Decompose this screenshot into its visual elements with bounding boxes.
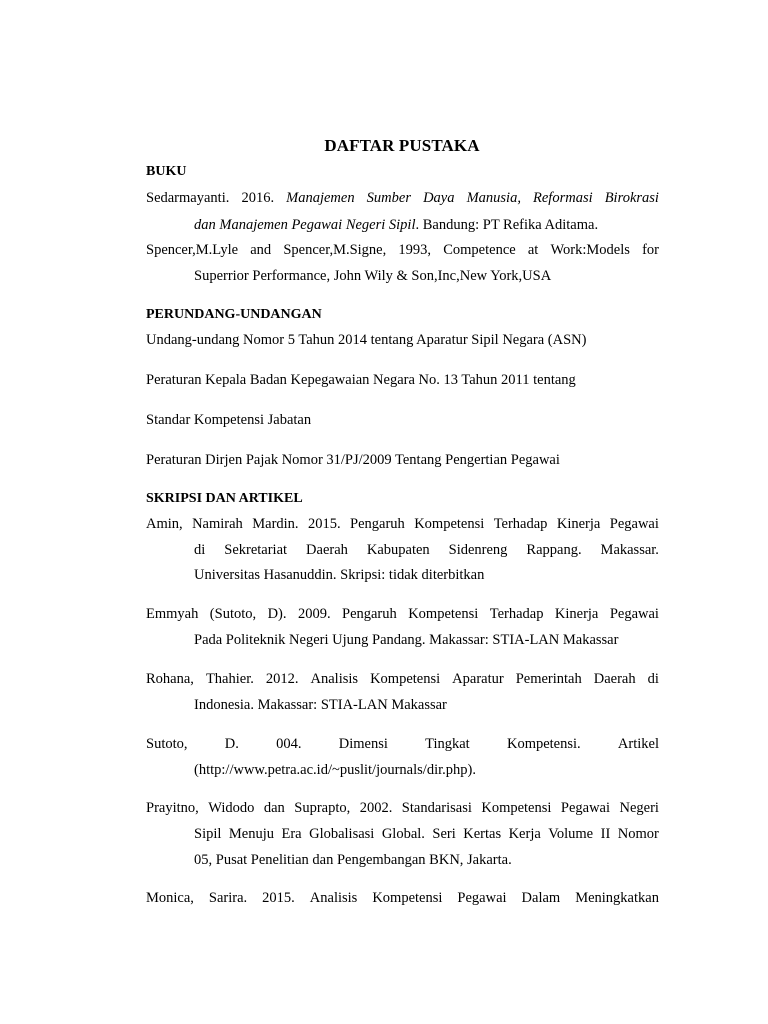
- word: Manusia,: [466, 190, 521, 206]
- word: Sarira.: [208, 890, 248, 906]
- word: Volume: [548, 826, 594, 842]
- word: at: [527, 242, 539, 258]
- word: Mardin.: [252, 516, 299, 532]
- word: Work:Models: [550, 242, 630, 258]
- ref-rohana-line2: Indonesia. Makassar: STIA-LAN Makassar: [194, 697, 447, 713]
- ref-amin-line1: [146, 516, 659, 533]
- word: Tingkat: [425, 736, 470, 752]
- word: Daya: [423, 190, 455, 206]
- ref-prayitno-line1: [146, 800, 659, 817]
- word: Analisis: [310, 671, 359, 687]
- word: Sekretariat: [224, 542, 288, 558]
- word: Pegawai: [609, 516, 659, 532]
- ref-sutoto-line2: (http://www.petra.ac.id/~puslit/journals/dir.php).: [194, 762, 476, 778]
- word: Meningkatkan: [575, 890, 659, 906]
- word: Terhadap: [489, 606, 544, 622]
- word: D.: [224, 736, 239, 752]
- law-item-3: Standar Kompetensi Jabatan: [146, 412, 312, 428]
- word: Standarisasi: [401, 800, 472, 816]
- word: Sipil: [194, 826, 222, 842]
- word: Artikel: [617, 736, 659, 752]
- law-item-2: Peraturan Kepala Badan Kepegawaian Negara No. 13 Tahun 2011 tentang: [146, 372, 576, 388]
- ref-spencer-line2: Superrior Performance, John Wily & Son,Inc,New York,USA: [194, 268, 552, 284]
- ref-prayitno-line2: [194, 826, 659, 843]
- word: Pegawai: [609, 606, 659, 622]
- word: Daerah: [593, 671, 636, 687]
- word: Sumber: [366, 190, 411, 206]
- word: Amin,: [146, 516, 183, 532]
- word: Spencer,M.Lyle: [146, 242, 239, 258]
- word: Kompetensi.: [506, 736, 581, 752]
- word: Prayitno,: [146, 800, 199, 816]
- ref-sutoto-line1: [146, 736, 659, 753]
- word: Global.: [381, 826, 425, 842]
- word: Globalisasi: [309, 826, 375, 842]
- word: Pemerintah: [515, 671, 582, 687]
- word: Dalam: [521, 890, 561, 906]
- word: Spencer,M.Signe,: [283, 242, 387, 258]
- ref-monica-line1: [146, 890, 659, 907]
- law-item-1: Undang-undang Nomor 5 Tahun 2014 tentang Aparatur Sipil Negara (ASN): [146, 332, 587, 348]
- word: 2016.: [241, 190, 275, 206]
- word: Birokrasi: [604, 190, 659, 206]
- law-item-4: Peraturan Dirjen Pajak Nomor 31/PJ/2009 Tentang Pengertian Pegawai: [146, 452, 560, 468]
- section-heading-skripsi: SKRIPSI DAN ARTIKEL: [146, 491, 303, 506]
- word: Kompetensi: [481, 800, 552, 816]
- word: Monica,: [146, 890, 194, 906]
- ref-emmyah-line2: Pada Politeknik Negeri Ujung Pandang. Makassar: STIA-LAN Makassar: [194, 632, 619, 648]
- word: Pengaruh: [342, 606, 397, 622]
- word: Daerah: [306, 542, 348, 558]
- word: Rohana,: [146, 671, 194, 687]
- word: di: [647, 671, 659, 687]
- word: Kerja: [508, 826, 541, 842]
- word: Competence: [443, 242, 516, 258]
- ref-sedarmayanti-line2: [194, 217, 598, 234]
- word: Pegawai: [560, 800, 611, 816]
- ref-emmyah-line1: [146, 606, 659, 623]
- word: Sutoto,: [146, 736, 188, 752]
- page-title: DAFTAR PUSTAKA: [324, 136, 480, 155]
- word: Kompetensi: [372, 890, 443, 906]
- word: for: [642, 242, 659, 258]
- word: Negeri: [619, 800, 659, 816]
- word: and: [250, 242, 272, 258]
- section-heading-perundang: PERUNDANG-UNDANGAN: [146, 307, 322, 322]
- word: Makassar.: [600, 542, 659, 558]
- word: Dimensi: [338, 736, 388, 752]
- word: Manajemen: [286, 190, 355, 206]
- word: Rappang.: [526, 542, 582, 558]
- word: II: [600, 826, 611, 842]
- word: dan: [263, 800, 285, 816]
- word: Seri: [432, 826, 456, 842]
- section-heading-buku: BUKU: [146, 164, 187, 179]
- word: 004.: [276, 736, 302, 752]
- ref-sedarmayanti-line1: [146, 190, 659, 207]
- word: Reformasi: [533, 190, 593, 206]
- word: 2009.: [297, 606, 331, 622]
- ref-amin-line2: [194, 542, 659, 559]
- ref-amin-line3: Universitas Hasanuddin. Skripsi: tidak diterbitkan: [194, 567, 485, 583]
- word: Namirah: [192, 516, 243, 532]
- word: 2015.: [262, 890, 295, 906]
- ref-sedarmayanti-title: dan Manajemen Pegawai Negeri Sipil: [194, 217, 416, 233]
- ref-spencer-line1: [146, 242, 659, 259]
- word: Thahier.: [205, 671, 254, 687]
- word: (Sutoto,: [209, 606, 257, 622]
- word: Emmyah: [146, 606, 199, 622]
- word: 1993,: [398, 242, 432, 258]
- word: Kinerja: [554, 606, 599, 622]
- word: 2015.: [307, 516, 341, 532]
- word: Aparatur: [452, 671, 504, 687]
- word: Sidenreng: [448, 542, 508, 558]
- word: Kinerja: [556, 516, 601, 532]
- word: Menuju: [228, 826, 274, 842]
- word: Suprapto,: [294, 800, 351, 816]
- word: Sedarmayanti.: [146, 190, 230, 206]
- ref-rohana-line1: [146, 671, 659, 688]
- word: D).: [267, 606, 287, 622]
- word: Kabupaten: [366, 542, 430, 558]
- ref-sedarmayanti-publisher: . Bandung: PT Refika Aditama.: [415, 217, 599, 233]
- word: Pengaruh: [350, 516, 405, 532]
- word: Kertas: [463, 826, 502, 842]
- word: Widodo: [208, 800, 255, 816]
- word: Analisis: [309, 890, 358, 906]
- word: Era: [281, 826, 302, 842]
- word: 2002.: [359, 800, 393, 816]
- word: di: [194, 542, 206, 558]
- word: Kompetensi: [408, 606, 479, 622]
- word: 2012.: [265, 671, 299, 687]
- ref-prayitno-line3: 05, Pusat Penelitian dan Pengembangan BKN, Jakarta.: [194, 852, 512, 868]
- word: Terhadap: [493, 516, 548, 532]
- word: Kompetensi: [370, 671, 441, 687]
- word: Nomor: [617, 826, 659, 842]
- word: Pegawai: [457, 890, 507, 906]
- word: Kompetensi: [414, 516, 485, 532]
